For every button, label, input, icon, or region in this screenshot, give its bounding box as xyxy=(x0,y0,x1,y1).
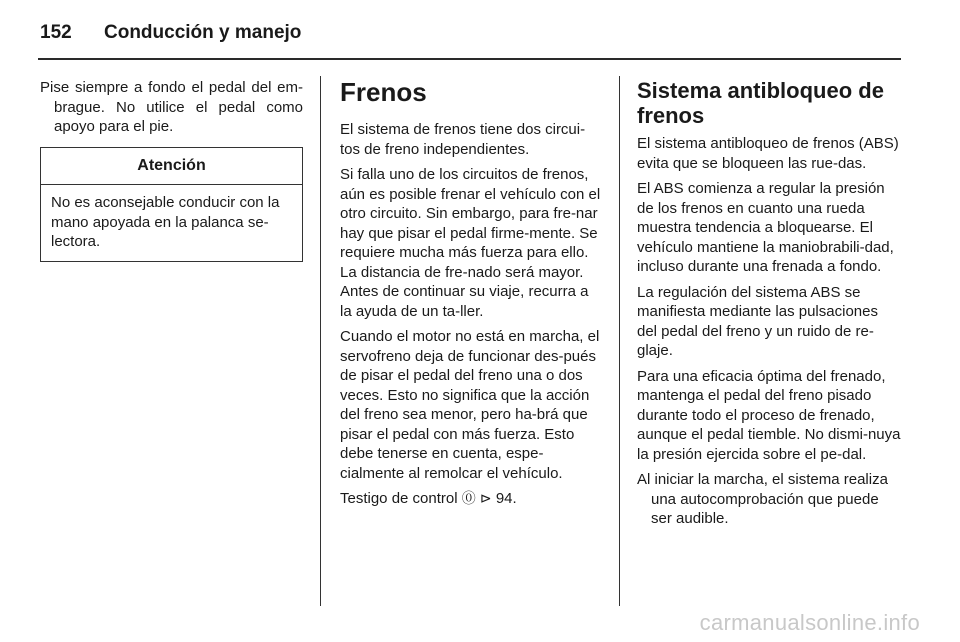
abs-paragraph-3: La regulación del sistema ABS se manifiesta mediante las pulsaciones del pedal del freno y un ruido de re-glaje. xyxy=(637,283,878,359)
testigo-page-reference[interactable]: 94. xyxy=(495,490,517,507)
testigo-label: Testigo de control xyxy=(340,490,458,507)
frenos-paragraph-1: El sistema de frenos tiene dos circui-tos de freno independientes. xyxy=(340,121,586,158)
section-heading-abs: Sistema antibloqueo de frenos xyxy=(637,78,884,128)
brake-warning-icon: ⓪ xyxy=(461,490,476,506)
column-1 xyxy=(40,78,303,262)
abs-paragraph-1: El sistema antibloqueo de frenos (ABS) evita que se bloqueen las rue-das. xyxy=(637,135,899,172)
frenos-paragraph-3: Cuando el motor no está en marcha, el servofreno deja de funcionar des-pués de pisar el pedal del freno una o dos veces. Esto no significa que la acción del freno sea menor, pero ha-brá que pisar el pedal con más fuerza. Esto debe tenerse en cuenta, espe-cialmente al remolcar el vehículo. xyxy=(340,328,600,482)
page-number: 152 xyxy=(40,22,72,43)
header-rule xyxy=(38,58,901,60)
warning-body: No es aconsejable conducir con la mano apoyada en la palanca se-lectora. xyxy=(51,194,280,250)
section-heading-frenos: Frenos xyxy=(340,77,427,107)
chapter-title: Conducción y manejo xyxy=(104,22,302,43)
warning-box xyxy=(40,147,303,262)
column-divider-2 xyxy=(619,76,620,606)
page-header xyxy=(40,18,301,48)
frenos-paragraph-2: Si falla uno de los circuitos de frenos, aún es posible frenar el vehículo con el otro circuito. Sin embargo, para fre-nar hay que pisar el pedal firme-mente. Se requiere mucha más fuerza para ello. La distancia de fre-nado será mayor. Antes de continuar su viaje, recurra a la ayuda de un ta-ller. xyxy=(340,166,601,320)
watermark: carmanualsonline.info xyxy=(699,610,920,635)
abs-paragraph-5: Al iniciar la marcha, el sistema realiza una autocomprobación que puede ser audible. xyxy=(637,471,888,527)
testigo-paragraph xyxy=(340,489,602,509)
column-3 xyxy=(637,78,901,529)
clutch-paragraph: Pise siempre a fondo el pedal del em-brague. No utilice el pedal como apoyo para el pie. xyxy=(40,79,303,135)
column-divider-1 xyxy=(320,76,321,606)
page-reference-arrow-icon: ⊳ xyxy=(479,490,492,506)
column-2 xyxy=(340,78,602,515)
warning-title: Atención xyxy=(41,148,302,186)
abs-paragraph-4: Para una eficacia óptima del frenado, mantenga el pedal del freno pisado durante todo el proceso de frenado, aunque el pedal tiemble. No dismi-nuya la presión ejercida sobre el pe-dal. xyxy=(637,367,901,463)
abs-paragraph-2: El ABS comienza a regular la presión de los frenos en cuanto una rueda muestra tendencia a bloquearse. El vehículo mantiene la maniobrabili-dad, incluso durante una frenada a fondo. xyxy=(637,180,894,275)
